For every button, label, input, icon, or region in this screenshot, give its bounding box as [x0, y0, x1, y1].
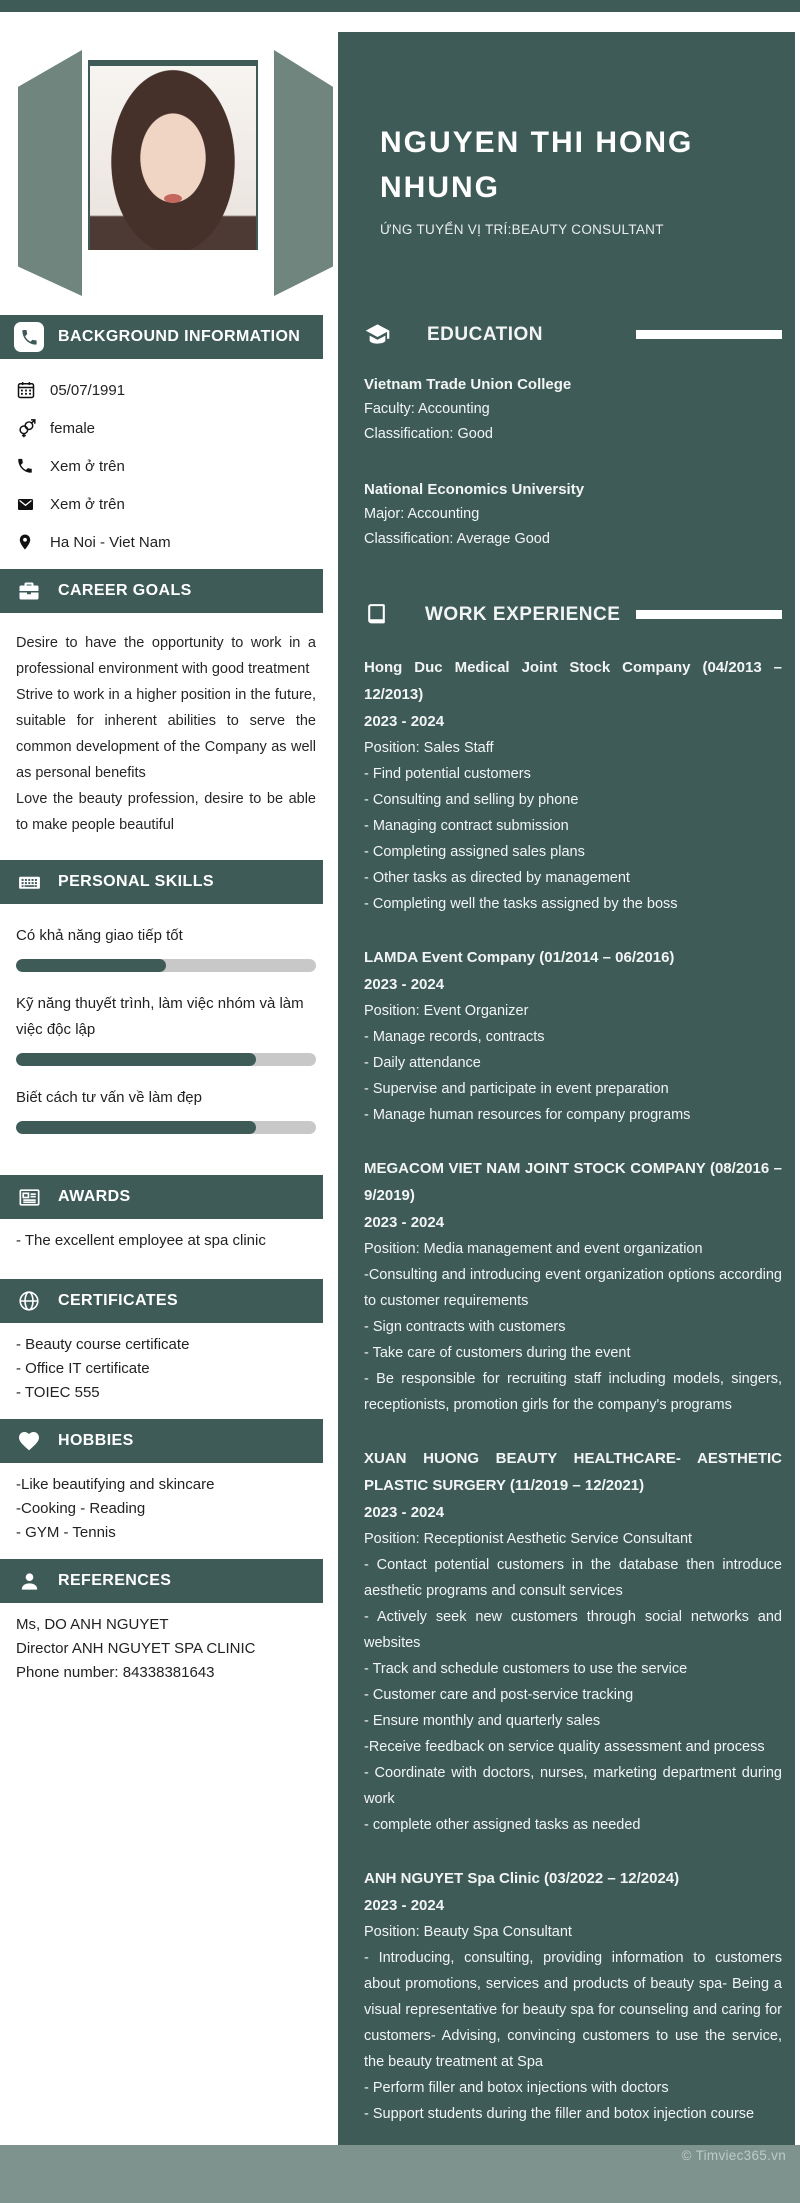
person-icon: [14, 1570, 44, 1593]
book-icon: [364, 602, 389, 627]
work-bullet: - Sign contracts with customers: [364, 1319, 566, 1335]
work-bullet: - Be responsible for recruiting staff including models, singers, receptionists, promotion girls for the company's programs: [364, 1371, 782, 1413]
sidebar: [0, 0, 332, 2145]
work-bullet: - Support students during the filler and botox injection course: [364, 2106, 755, 2122]
company-name: ANH NGUYET Spa Clinic (03/2022 – 12/2024): [364, 1870, 680, 1887]
work-entry: [364, 1155, 782, 1418]
company-name: MEGACOM VIET NAM JOINT STOCK COMPANY (08/2016 – 9/2019): [364, 1160, 782, 1204]
gender: female: [50, 419, 96, 437]
work-bullet: - Completing well the tasks assigned by the boss: [364, 896, 678, 912]
company-name: XUAN HUONG BEAUTY HEALTHCARE- AESTHETIC PLASTIC SURGERY (11/2019 – 12/2021): [364, 1450, 782, 1494]
list-item: - GYM - Tennis: [16, 1524, 116, 1541]
section-header-career-goals: [0, 569, 323, 613]
location-pin-icon: [16, 533, 42, 551]
section-header-references: [0, 1559, 323, 1603]
education-detail: Major: Accounting: [364, 506, 480, 522]
list-item: [16, 409, 316, 447]
work-period: 2023 - 2024: [364, 976, 445, 993]
birth-date: 05/07/1991: [50, 381, 126, 399]
list-item: Phone number: 84338381643: [16, 1664, 215, 1681]
work-bullet: - Perform filler and botox injections with doctors: [364, 2080, 669, 2096]
work-bullet: - Supervise and participate in event preparation: [364, 1081, 669, 1097]
heart-icon: [14, 1429, 44, 1453]
section-header-work-experience: [364, 602, 782, 627]
work-bullet: - Other tasks as directed by management: [364, 870, 630, 886]
career-goal-paragraph: Strive to work in a higher position in the future, suitable for inherent abilities to serve the common development of the Company as well as personal benefits: [16, 687, 316, 781]
section-header-background-information: [0, 315, 323, 359]
work-bullet: - Ensure monthly and quarterly sales: [364, 1713, 601, 1729]
list-item: - Office IT certificate: [16, 1360, 150, 1377]
work-bullet: - Take care of customers during the event: [364, 1345, 631, 1361]
location: Ha Noi - Viet Nam: [50, 533, 171, 551]
newspaper-icon: [14, 1185, 44, 1210]
work-position: Position: Beauty Spa Consultant: [364, 1924, 572, 1940]
list-item: [16, 447, 316, 485]
work-entry: [364, 654, 782, 917]
section-title: BACKGROUND INFORMATION: [58, 328, 301, 345]
section-header-education: [364, 321, 782, 348]
header-decoration-bar: [636, 330, 782, 339]
section-header-hobbies: [0, 1419, 323, 1463]
calendar-icon: [16, 380, 42, 400]
work-bullet: - Consulting and selling by phone: [364, 792, 579, 808]
phone-value: Xem ở trên: [50, 457, 125, 475]
work-position: Position: Sales Staff: [364, 740, 494, 756]
list-item: [16, 485, 316, 523]
work-bullets: [364, 1945, 782, 2127]
section-title: PERSONAL SKILLS: [58, 873, 214, 890]
education-entry: [364, 477, 782, 552]
education-detail: Classification: Average Good: [364, 531, 550, 547]
company-name: Hong Duc Medical Joint Stock Company (04/2013 – 12/2013): [364, 659, 782, 703]
list-item: - Beauty course certificate: [16, 1336, 190, 1353]
header-decoration-bar: [636, 610, 782, 619]
work-bullet: - Managing contract submission: [364, 818, 569, 834]
work-period: 2023 - 2024: [364, 1897, 445, 1914]
watermark: © Timviec365.vn: [681, 2148, 786, 2163]
references-list: [0, 1613, 332, 1685]
skill-item: [16, 923, 316, 972]
work-period: 2023 - 2024: [364, 713, 445, 730]
list-item: -Like beautifying and skincare: [16, 1476, 215, 1493]
email-icon: [16, 495, 42, 514]
work-period: 2023 - 2024: [364, 1504, 445, 1521]
section-header-personal-skills: [0, 860, 323, 904]
section-title: CAREER GOALS: [58, 582, 192, 599]
career-goal-paragraph: Desire to have the opportunity to work in a professional environment with good treatment: [16, 635, 316, 677]
section-header-certificates: [0, 1279, 323, 1323]
work-bullet: - Introducing, consulting, providing information to customers about promotions, services and products of beauty spa- Being a visual representative for beauty spa for counseling and caring for customers- Advising, convincing customers to use the service, the beauty treatment at Spa: [364, 1950, 782, 2070]
skill-progress-track: [16, 1053, 316, 1066]
skill-item: [16, 991, 316, 1066]
school-name: National Economics University: [364, 481, 585, 498]
work-entry: [364, 944, 782, 1128]
applied-position: ỨNG TUYỂN VỊ TRÍ:BEAUTY CONSULTANT: [380, 222, 664, 237]
skill-label: Biết cách tư vấn về làm đẹp: [16, 1089, 202, 1106]
work-position: Position: Receptionist Aesthetic Service Consultant: [364, 1531, 693, 1547]
list-item: Ms, DO ANH NGUYET: [16, 1616, 169, 1633]
work-bullet: - Contact potential customers in the database then introduce aesthetic programs and consult services: [364, 1557, 782, 1599]
work-position: Position: Media management and event organization: [364, 1241, 703, 1257]
phone-badge-icon: [14, 322, 44, 352]
certificates-list: [0, 1333, 332, 1405]
education-entry: [364, 372, 782, 447]
school-name: Vietnam Trade Union College: [364, 376, 572, 393]
section-title: REFERENCES: [58, 1572, 172, 1589]
work-bullet: - Manage records, contracts: [364, 1029, 545, 1045]
education-detail: Faculty: Accounting: [364, 401, 490, 417]
company-name: LAMDA Event Company (01/2014 – 06/2016): [364, 949, 675, 966]
work-position: Position: Event Organizer: [364, 1003, 529, 1019]
work-period: 2023 - 2024: [364, 1214, 445, 1231]
skills-list: [0, 923, 332, 1134]
work-bullet: - Customer care and post-service tracking: [364, 1687, 634, 1703]
work-bullet: - Completing assigned sales plans: [364, 844, 585, 860]
work-bullet: -Receive feedback on service quality assessment and process: [364, 1739, 765, 1755]
footer-band: [0, 2145, 800, 2203]
email-value: Xem ở trên: [50, 495, 125, 513]
section-title: EDUCATION: [427, 323, 544, 345]
list-item: - TOIEC 555: [16, 1384, 100, 1401]
work-bullet: - Manage human resources for company programs: [364, 1107, 691, 1123]
work-entry: [364, 1445, 782, 1838]
work-bullet: - Daily attendance: [364, 1055, 481, 1071]
work-bullets: [364, 1024, 782, 1128]
graduation-cap-icon: [364, 321, 391, 348]
section-title: WORK EXPERIENCE: [425, 603, 621, 625]
phone-icon: [16, 457, 42, 475]
skill-progress-fill: [16, 1053, 256, 1066]
section-title: HOBBIES: [58, 1432, 134, 1449]
keyboard-icon: [14, 870, 44, 895]
skill-progress-track: [16, 959, 316, 972]
work-bullet: - Coordinate with doctors, nurses, marketing department during work: [364, 1765, 782, 1807]
briefcase-icon: [14, 579, 44, 603]
skill-label: Có khả năng giao tiếp tốt: [16, 927, 183, 944]
skill-progress-fill: [16, 1121, 256, 1134]
work-bullet: -Consulting and introducing event organization options according to customer requirements: [364, 1267, 782, 1309]
section-title: CERTIFICATES: [58, 1292, 179, 1309]
skill-progress-track: [16, 1121, 316, 1134]
work-bullets: [364, 1552, 782, 1838]
education-detail: Classification: Good: [364, 426, 493, 442]
gender-icon: [16, 418, 42, 439]
list-item: Director ANH NGUYET SPA CLINIC: [16, 1640, 256, 1657]
work-bullets: [364, 1262, 782, 1418]
list-item: [16, 371, 316, 409]
skill-item: [16, 1085, 316, 1134]
work-bullets: [364, 761, 782, 917]
work-bullet: - Track and schedule customers to use the service: [364, 1661, 688, 1677]
work-bullet: - complete other assigned tasks as needed: [364, 1817, 641, 1833]
section-header-awards: [0, 1175, 323, 1219]
list-item: [16, 523, 316, 561]
candidate-name: NGUYEN THI HONG NHUNG: [380, 126, 694, 204]
work-bullet: - Find potential customers: [364, 766, 531, 782]
skill-label: Kỹ năng thuyết trình, làm việc nhóm và làm việc độc lập: [16, 995, 304, 1038]
list-item: - The excellent employee at spa clinic: [16, 1232, 266, 1249]
hobbies-list: [0, 1473, 332, 1545]
career-goals-text: [0, 630, 332, 838]
skill-progress-fill: [16, 959, 166, 972]
career-goal-paragraph: Love the beauty profession, desire to be able to make people beautiful: [16, 791, 316, 833]
main-column: [338, 32, 795, 2145]
globe-icon: [14, 1289, 44, 1313]
section-title: AWARDS: [58, 1188, 131, 1205]
work-bullet: - Actively seek new customers through social networks and websites: [364, 1609, 782, 1651]
awards-list: [0, 1229, 332, 1253]
work-entry: [364, 1865, 782, 2127]
background-info-list: [0, 371, 332, 561]
list-item: -Cooking - Reading: [16, 1500, 146, 1517]
